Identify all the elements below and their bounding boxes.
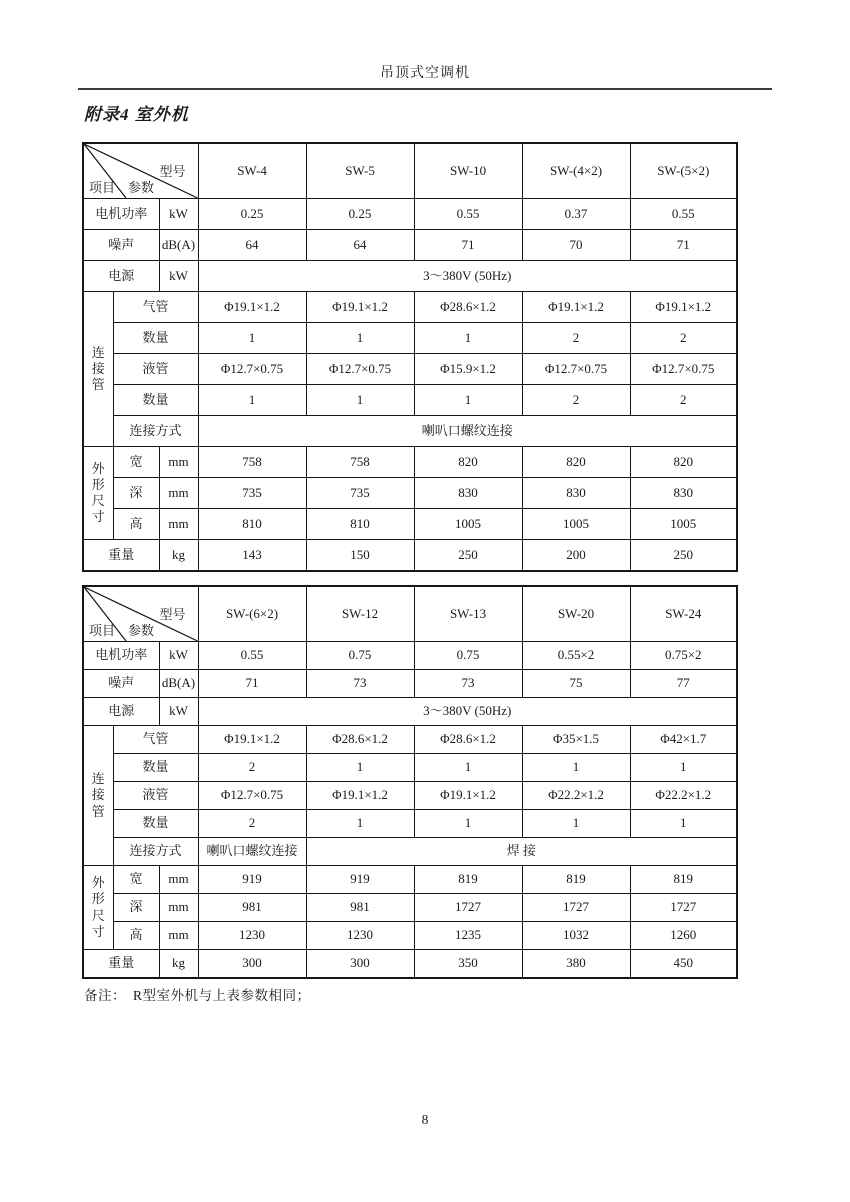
row-label-noise: 噪声 (83, 230, 159, 261)
spec-table-2 (82, 585, 738, 979)
value-cell: 1727 (414, 894, 522, 922)
value-cell: 1230 (306, 922, 414, 950)
value-cell: 73 (414, 670, 522, 698)
unit-cell: dB(A) (159, 230, 198, 261)
model-header: SW-20 (522, 586, 630, 642)
value-cell: Φ19.1×1.2 (306, 292, 414, 323)
value-cell: Φ12.7×0.75 (522, 354, 630, 385)
value-cell: Φ12.7×0.75 (198, 354, 306, 385)
section-title: 附录4 室外机 (84, 105, 189, 124)
value-cell: 1 (414, 754, 522, 782)
corner-label-item: 项目 (89, 623, 116, 638)
value-cell: 1 (306, 810, 414, 838)
value-cell: 150 (306, 540, 414, 572)
model-header: SW-4 (198, 143, 306, 199)
value-cell: 758 (306, 447, 414, 478)
value-cell: 0.75 (414, 642, 522, 670)
value-cell: Φ19.1×1.2 (630, 292, 737, 323)
value-cell: 3～380V (50Hz) (198, 261, 737, 292)
value-cell: 73 (306, 670, 414, 698)
value-cell: 1727 (630, 894, 737, 922)
value-cell: 71 (414, 230, 522, 261)
value-cell: Φ35×1.5 (522, 726, 630, 754)
value-cell: Φ19.1×1.2 (414, 782, 522, 810)
value-cell: 0.25 (198, 199, 306, 230)
model-header: SW-12 (306, 586, 414, 642)
model-header: SW-24 (630, 586, 737, 642)
corner-label-item: 项目 (89, 180, 116, 195)
value-cell: 0.55×2 (522, 642, 630, 670)
value-cell: 820 (414, 447, 522, 478)
corner-label-param: 参数 (128, 180, 155, 195)
value-cell: 75 (522, 670, 630, 698)
value-cell: Φ28.6×1.2 (414, 726, 522, 754)
row-label-power-supply: 电源 (83, 261, 159, 292)
value-cell: 1005 (522, 509, 630, 540)
value-cell: Φ28.6×1.2 (414, 292, 522, 323)
value-cell: 1 (414, 385, 522, 416)
row-label-liquid-pipe: 液管 (113, 354, 198, 385)
value-cell: 焊 接 (306, 838, 737, 866)
value-cell: 1 (414, 810, 522, 838)
value-cell: 77 (630, 670, 737, 698)
row-label-gas-pipe: 气管 (113, 292, 198, 323)
value-cell: 1005 (414, 509, 522, 540)
group-label-connection-pipes: 连接管 (83, 292, 113, 447)
value-cell: 1005 (630, 509, 737, 540)
model-header: SW-13 (414, 586, 522, 642)
value-cell: 1 (630, 810, 737, 838)
row-label-weight: 重量 (83, 540, 159, 572)
row-label-quantity: 数量 (113, 385, 198, 416)
value-cell: 758 (198, 447, 306, 478)
value-cell: 0.37 (522, 199, 630, 230)
row-label-motor-power: 电机功率 (83, 642, 159, 670)
unit-cell: mm (159, 478, 198, 509)
row-label-motor-power: 电机功率 (83, 199, 159, 230)
corner-cell (83, 586, 198, 642)
value-cell: 1 (522, 754, 630, 782)
value-cell: 1 (198, 385, 306, 416)
value-cell: 0.25 (306, 199, 414, 230)
value-cell: 1032 (522, 922, 630, 950)
spec-table-1 (82, 142, 738, 572)
model-header: SW-(4×2) (522, 143, 630, 199)
value-cell: 300 (306, 950, 414, 979)
unit-cell: kW (159, 261, 198, 292)
group-label-dimensions: 外形尺寸 (83, 866, 113, 950)
value-cell: 380 (522, 950, 630, 979)
value-cell: 810 (198, 509, 306, 540)
row-label-height: 高 (113, 509, 159, 540)
value-cell: 2 (198, 810, 306, 838)
value-cell: 0.55 (414, 199, 522, 230)
value-cell: 1 (198, 323, 306, 354)
value-cell: 1230 (198, 922, 306, 950)
unit-cell: mm (159, 922, 198, 950)
value-cell: 70 (522, 230, 630, 261)
footnote-label: 备注： (84, 988, 126, 1003)
row-label-quantity: 数量 (113, 810, 198, 838)
value-cell: 735 (306, 478, 414, 509)
unit-cell: dB(A) (159, 670, 198, 698)
value-cell: 735 (198, 478, 306, 509)
value-cell: 1 (306, 323, 414, 354)
value-cell: 830 (630, 478, 737, 509)
corner-label-model: 型号 (159, 164, 186, 179)
value-cell: 820 (522, 447, 630, 478)
unit-cell: kg (159, 950, 198, 979)
unit-cell: kW (159, 698, 198, 726)
row-label-depth: 深 (113, 478, 159, 509)
value-cell: 919 (306, 866, 414, 894)
value-cell: 143 (198, 540, 306, 572)
row-label-depth: 深 (113, 894, 159, 922)
value-cell: 200 (522, 540, 630, 572)
unit-cell: mm (159, 447, 198, 478)
value-cell: 1 (522, 810, 630, 838)
value-cell: Φ19.1×1.2 (198, 292, 306, 323)
value-cell: 300 (198, 950, 306, 979)
value-cell: Φ42×1.7 (630, 726, 737, 754)
value-cell: 64 (198, 230, 306, 261)
row-label-connection-method: 连接方式 (113, 838, 198, 866)
unit-cell: mm (159, 866, 198, 894)
unit-cell: kW (159, 642, 198, 670)
value-cell: 3～380V (50Hz) (198, 698, 737, 726)
value-cell: 1260 (630, 922, 737, 950)
value-cell: Φ15.9×1.2 (414, 354, 522, 385)
value-cell: 981 (198, 894, 306, 922)
row-label-weight: 重量 (83, 950, 159, 979)
value-cell: 2 (630, 385, 737, 416)
value-cell: 820 (630, 447, 737, 478)
value-cell: 830 (414, 478, 522, 509)
group-label-connection-pipes: 连接管 (83, 726, 113, 866)
value-cell: Φ12.7×0.75 (630, 354, 737, 385)
value-cell: 819 (414, 866, 522, 894)
value-cell: Φ19.1×1.2 (198, 726, 306, 754)
value-cell: Φ19.1×1.2 (306, 782, 414, 810)
footnote-text: R型室外机与上表参数相同； (133, 988, 311, 1003)
value-cell: Φ12.7×0.75 (306, 354, 414, 385)
value-cell: 71 (630, 230, 737, 261)
value-cell: 0.75 (306, 642, 414, 670)
document-header-title: 吊顶式空调机 (380, 66, 470, 81)
unit-cell: kg (159, 540, 198, 572)
value-cell: 2 (522, 385, 630, 416)
unit-cell: mm (159, 509, 198, 540)
value-cell: 250 (630, 540, 737, 572)
row-label-height: 高 (113, 922, 159, 950)
value-cell: 71 (198, 670, 306, 698)
model-header: SW-(5×2) (630, 143, 737, 199)
model-header: SW-(6×2) (198, 586, 306, 642)
row-label-quantity: 数量 (113, 323, 198, 354)
row-label-noise: 噪声 (83, 670, 159, 698)
unit-cell: kW (159, 199, 198, 230)
value-cell: 350 (414, 950, 522, 979)
value-cell: 喇叭口螺纹连接 (198, 416, 737, 447)
document-header (78, 62, 772, 90)
value-cell: Φ19.1×1.2 (522, 292, 630, 323)
value-cell: 0.75×2 (630, 642, 737, 670)
row-label-gas-pipe: 气管 (113, 726, 198, 754)
outdoor-unit-table-2-container (82, 585, 738, 979)
value-cell: 1 (630, 754, 737, 782)
model-header: SW-10 (414, 143, 522, 199)
value-cell: 450 (630, 950, 737, 979)
value-cell: Φ22.2×1.2 (630, 782, 737, 810)
value-cell: 250 (414, 540, 522, 572)
value-cell: 819 (522, 866, 630, 894)
page-number: 8 (421, 1112, 429, 1127)
value-cell: 2 (522, 323, 630, 354)
value-cell: 1 (306, 754, 414, 782)
unit-cell: mm (159, 894, 198, 922)
value-cell: 819 (630, 866, 737, 894)
row-label-liquid-pipe: 液管 (113, 782, 198, 810)
value-cell: 0.55 (630, 199, 737, 230)
row-label-power-supply: 电源 (83, 698, 159, 726)
value-cell: Φ12.7×0.75 (198, 782, 306, 810)
group-label-dimensions: 外形尺寸 (83, 447, 113, 540)
corner-label-param: 参数 (128, 623, 155, 638)
model-header: SW-5 (306, 143, 414, 199)
value-cell: 830 (522, 478, 630, 509)
outdoor-unit-table-1-container (82, 142, 738, 572)
row-label-width: 宽 (113, 866, 159, 894)
row-label-connection-method: 连接方式 (113, 416, 198, 447)
value-cell: 0.55 (198, 642, 306, 670)
corner-label-model: 型号 (159, 607, 186, 622)
value-cell: 2 (198, 754, 306, 782)
value-cell: 2 (630, 323, 737, 354)
footnote (84, 984, 311, 1004)
value-cell: 810 (306, 509, 414, 540)
corner-cell (83, 143, 198, 199)
value-cell: Φ22.2×1.2 (522, 782, 630, 810)
value-cell: 1727 (522, 894, 630, 922)
value-cell: 64 (306, 230, 414, 261)
row-label-quantity: 数量 (113, 754, 198, 782)
row-label-width: 宽 (113, 447, 159, 478)
value-cell: 919 (198, 866, 306, 894)
value-cell: 1235 (414, 922, 522, 950)
value-cell: Φ28.6×1.2 (306, 726, 414, 754)
value-cell: 喇叭口螺纹连接 (198, 838, 306, 866)
value-cell: 1 (306, 385, 414, 416)
value-cell: 981 (306, 894, 414, 922)
value-cell: 1 (414, 323, 522, 354)
